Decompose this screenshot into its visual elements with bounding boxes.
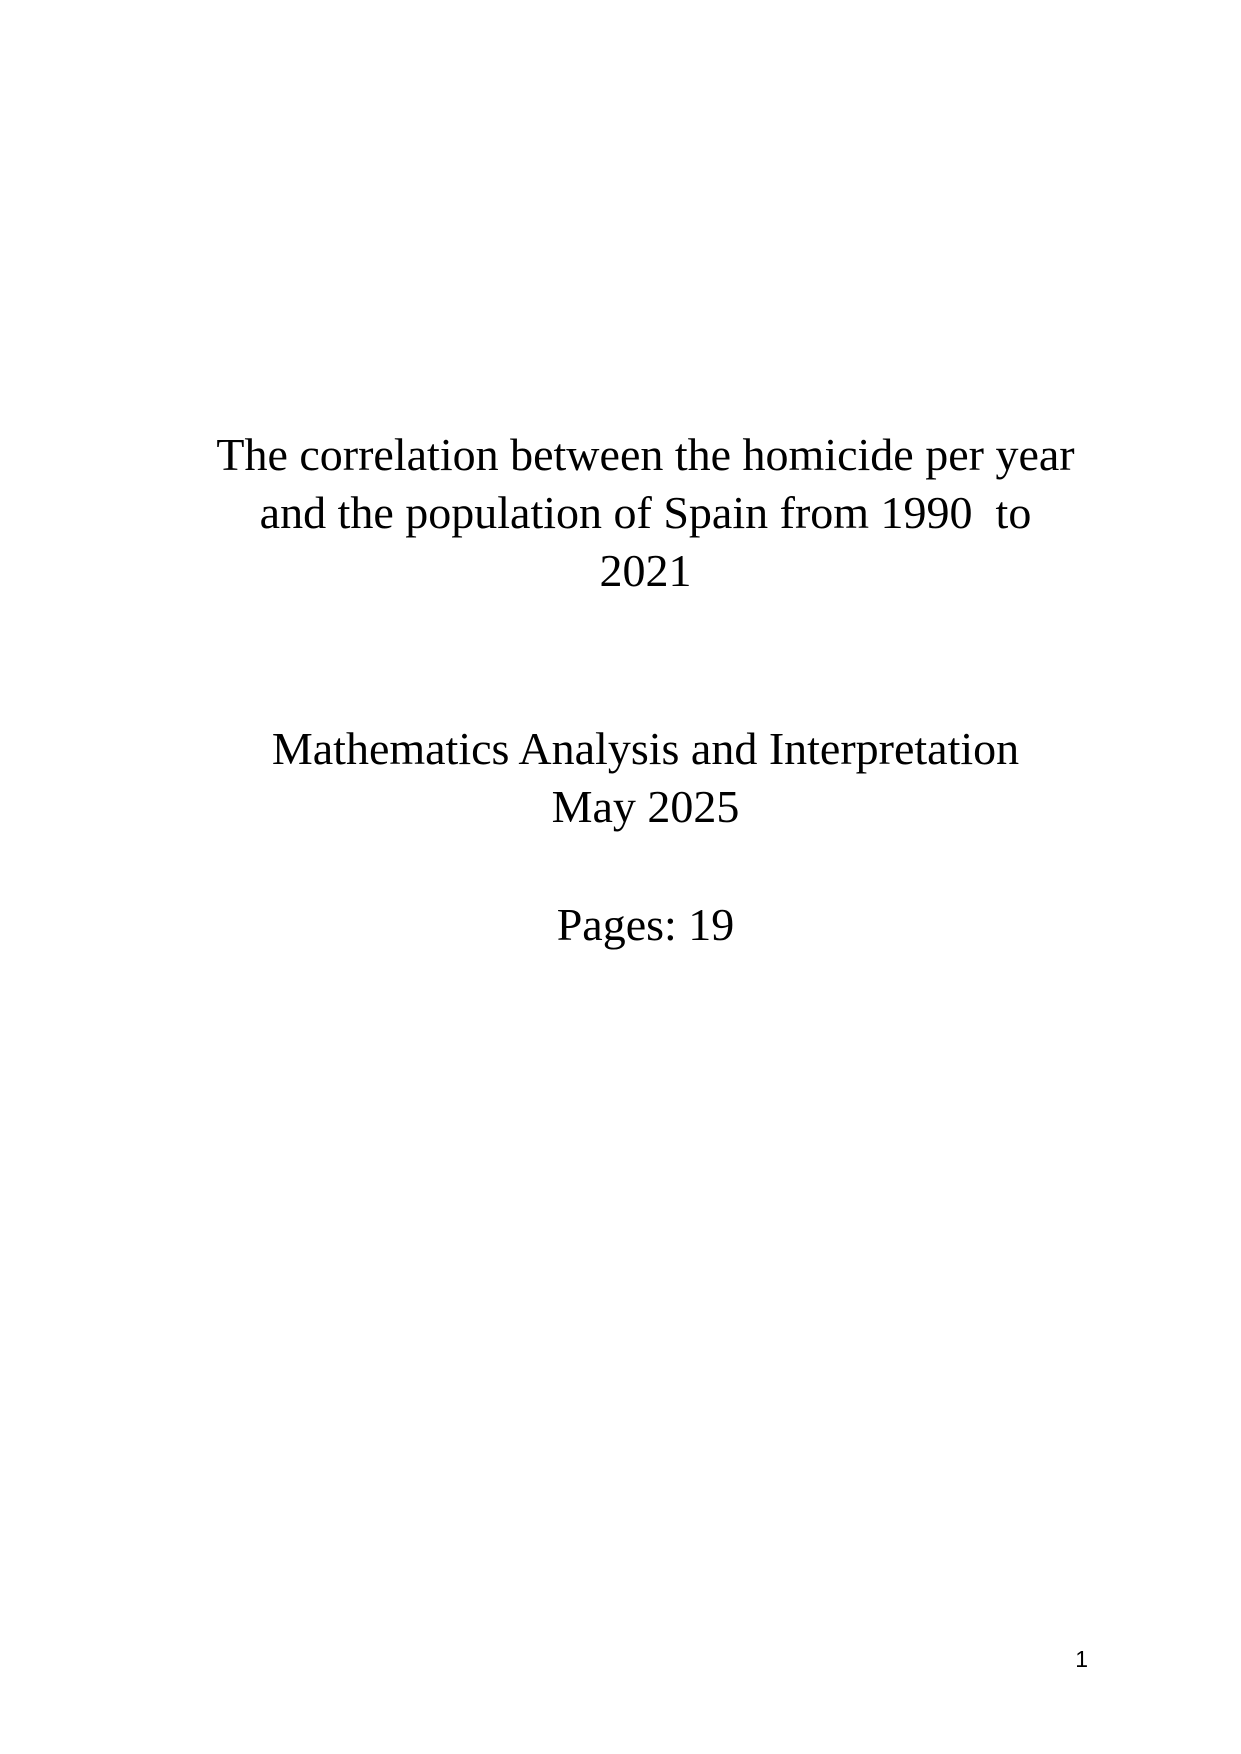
session-pages-spacer: [50, 836, 1241, 896]
title-line-2: and the population of Spain from 1990 to: [259, 487, 1032, 538]
pages-line: Pages: 19: [556, 899, 735, 950]
page-number: 1: [1075, 1646, 1088, 1672]
title-line-3: 2021: [599, 545, 692, 596]
cover-text-block: [50, 426, 1241, 954]
session-line: May 2025: [551, 781, 740, 832]
subject-line: Mathematics Analysis and Interpretation: [271, 723, 1020, 774]
title-line-1: The correlation between the homicide per year: [216, 429, 1075, 480]
document-title: [50, 426, 1241, 600]
title-subject-spacer: [50, 600, 1241, 720]
